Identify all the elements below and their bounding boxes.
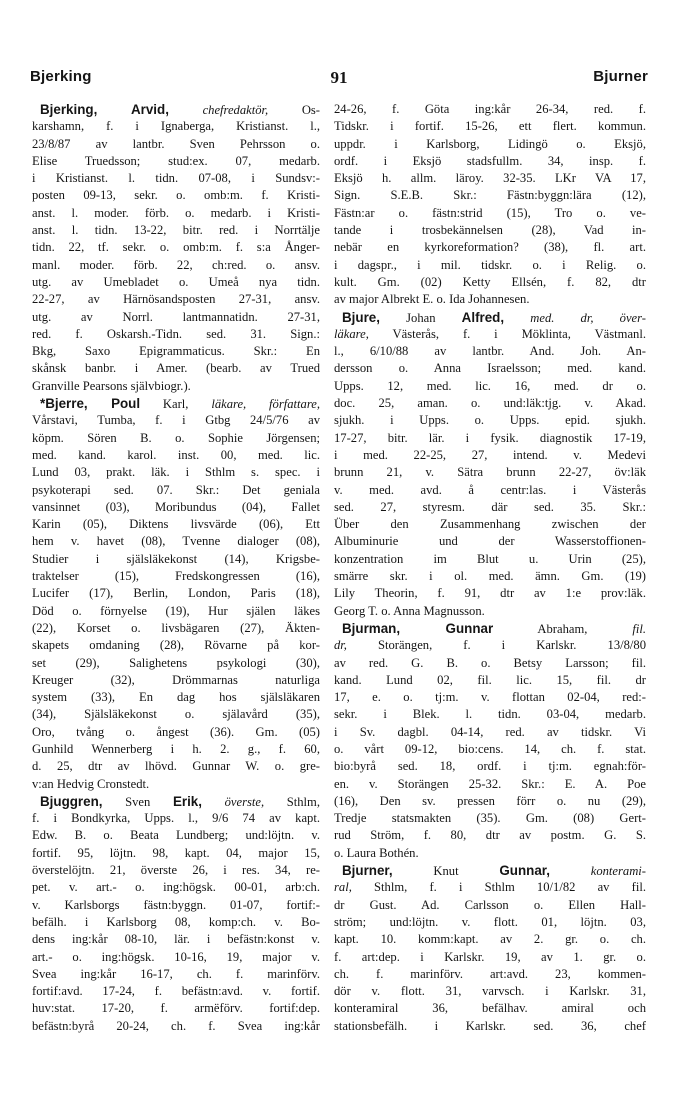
- entry-text: av red. G. B. o. Betsy Larsson; fil.: [334, 655, 646, 670]
- entry-text: Abraham,: [493, 621, 633, 636]
- text-line: [334, 499, 646, 516]
- text-line: [32, 931, 320, 948]
- text-line: [32, 568, 320, 585]
- text-line: [334, 551, 646, 568]
- entry-text: nebär en kyrkoreformation? (38), fl. art.: [334, 240, 646, 255]
- right-running-headword: Bjurner: [593, 68, 648, 85]
- entry-text: huv:stat. 17-20, f. armëförv. fortif:dep.: [32, 1001, 320, 1016]
- entry-text: [169, 103, 203, 117]
- entry-text: fortif:avd. 17-24, f. befästn:avd. v. fortif.: [32, 984, 320, 999]
- text-line: [32, 222, 320, 239]
- entry-text: dersson o. Anna Israelsson; med. kand.: [334, 361, 646, 376]
- text-line: [32, 620, 320, 637]
- entry-text: pet. v. art.- o. ing:högsk. 00-01, arb:ch.: [32, 880, 320, 895]
- text-line: [32, 637, 320, 654]
- entry-text: 17, e. o. tj:m. v. flottan 02-04, red:-: [334, 690, 646, 705]
- entry-text: kapt. 10. komm:kapt. av 2. gr. o. ch.: [334, 932, 646, 947]
- entry-name: *Bjerre, Poul: [40, 396, 141, 412]
- text-line: [32, 845, 320, 862]
- entry-text: ch. f. marinförv. art:avd. 23, kommen-: [334, 966, 646, 981]
- entry-text: kand. Lund 02, fil. lic. 15, fil. dr: [334, 672, 646, 687]
- entry-text: system (33), En dag hos själsläkaren: [32, 690, 320, 705]
- entry-text: brunn 21, v. Sätra brunn 22-27, öv:läk: [334, 465, 646, 480]
- entry-text: 23/8/87 av lantbr. Sven Pehrsson o.: [32, 136, 320, 151]
- entry-text: 24-26, f. Göta ing:kår 26-34, red. f.: [334, 102, 646, 116]
- entry-text: Granville Pearsons självbiogr.).: [32, 378, 191, 393]
- entry-name: Alfred,: [461, 309, 505, 325]
- text-line: [334, 326, 646, 343]
- text-line: [32, 706, 320, 723]
- text-line: [334, 983, 646, 1000]
- text-line: [334, 793, 646, 810]
- text-line: [334, 447, 646, 464]
- entry-occupation: läkare,: [334, 326, 369, 341]
- text-line: [334, 637, 646, 654]
- entry-occupation: fil.: [632, 621, 646, 636]
- text-line: [334, 482, 646, 499]
- entry-text: psykoterapi sed. 07. Skr.: Det geniala: [32, 482, 320, 497]
- text-line: [32, 966, 320, 983]
- entry-text: av major Albrekt E. o. Ida Johannesen.: [334, 292, 530, 307]
- text-line: [32, 101, 320, 118]
- entry-text: Gunhild Wennerberg i h. 2. g., f. 60,: [32, 741, 320, 756]
- entry-text: o. vårt 09-12, bio:cens. 14, ch. f. stat.: [334, 741, 646, 756]
- text-line: [334, 257, 646, 274]
- entry-occupation: ral,: [334, 880, 352, 895]
- text-line: [32, 343, 320, 360]
- text-line: [32, 914, 320, 931]
- entry-occupation: överste,: [224, 794, 265, 809]
- text-line: [32, 274, 320, 291]
- entry-name: Bjurman, Gunnar: [342, 620, 494, 636]
- entry-text: v. Karlsborgs fästn:byggn. 01-07, fortif:-: [32, 897, 320, 912]
- entry-text: Karin (05), Diktens livsvärde (06), Ett: [32, 517, 320, 532]
- text-line: [334, 343, 646, 360]
- text-line: [32, 1000, 320, 1017]
- entry-occupation: läkare, författare,: [211, 397, 320, 412]
- text-line: [334, 949, 646, 966]
- text-line: [32, 655, 320, 672]
- entry-name: Bjerking, Arvid,: [40, 102, 169, 117]
- entry-text: Johan: [379, 310, 462, 325]
- entry-text: Knut: [392, 864, 500, 879]
- text-line: [334, 706, 646, 723]
- entry-text: 17-27, bitr. lär. i fysik. diagnostik 17-19,: [334, 430, 646, 445]
- entry-text: skapets omdaning (28), Rövarne på kor-: [32, 638, 320, 653]
- text-line: [334, 430, 646, 447]
- text-line: [334, 378, 646, 395]
- entry-text: kult. Gm. (02) Ketty Ellsén, f. 82, dtr: [334, 274, 646, 289]
- entry-text: Tredje statsmakten (35). Gm. (08) Gert-: [334, 811, 646, 826]
- text-line: [32, 309, 320, 326]
- text-line: [334, 689, 646, 706]
- entry-text: köpm. Sören B. o. Sophie Jörgensen;: [32, 430, 320, 445]
- entry-text: Elise Truedsson; stud:ex. 07, medarb.: [32, 153, 320, 168]
- text-line: [32, 897, 320, 914]
- entry-text: Karl,: [140, 397, 212, 412]
- text-line: [32, 1018, 320, 1035]
- entry-text: Vårstavi, Tumba, f. i Gtbg 24/5/76 av: [32, 413, 320, 428]
- text-line: [334, 136, 646, 153]
- text-line: [32, 585, 320, 602]
- entry-text: Über den Zusammenhang zwischen der: [334, 517, 646, 532]
- entry-text: Tidskr. i fortif. 15-26, ett flert. kommun.: [334, 119, 646, 134]
- text-line: [334, 274, 646, 291]
- entry-text: set (29), Salighetens psykologi (30),: [32, 655, 320, 670]
- text-line: [32, 533, 320, 550]
- entry-text: sed. 27, styresm. där sed. 35. Skr.:: [334, 499, 646, 514]
- entry-text: bio:byrå sed. 18, ordf. i tj:m. egnah:för-: [334, 759, 646, 774]
- text-line: [32, 949, 320, 966]
- left-running-headword: Bjerking: [30, 68, 92, 85]
- entry-text: befälh. i Karlsborg 08, komp:ch. v. Bo-: [32, 914, 320, 929]
- text-line: [32, 810, 320, 827]
- entry-occupation: med. dr, över-: [530, 310, 646, 325]
- entry-text: i Kristianst. l. tidn. 07-08, i Sundsv:-: [32, 171, 320, 186]
- entry-text: o. Laura Bothén.: [334, 845, 419, 860]
- entry-text: skånsk banbr. i Amer. (bearb. av Trued: [32, 361, 320, 376]
- text-line: [334, 966, 646, 983]
- entry-text: sekr. i Blek. l. tidn. 03-04, medarb.: [334, 707, 646, 722]
- entry-text: anst. l. tidn. 13-22, bitr. red. i Norrtälje: [32, 223, 320, 238]
- entry-text: dör v. flott. 31, varvsch. i Karlskr. 31,: [334, 984, 646, 999]
- text-line: [32, 257, 320, 274]
- text-line: [334, 101, 646, 118]
- text-line: [334, 1000, 646, 1017]
- entry-text: Lucifer (17), Berlin, London, Paris (18),: [32, 586, 320, 601]
- entry-text: sjukh. i Upps. o. Upps. epid. sjukh.: [334, 413, 646, 428]
- text-line: [334, 395, 646, 412]
- entry-text: utg. av Umebladet o. Umeå nya tidn.: [32, 274, 320, 289]
- text-line: [334, 222, 646, 239]
- text-line: [334, 533, 646, 550]
- page-header: [30, 68, 648, 92]
- entry-text: utg. av Norrl. lantmannatidn. 27-31,: [32, 309, 320, 324]
- entry-text: stationsbefälh. i Karlskr. sed. 36, chef: [334, 1018, 646, 1033]
- text-line: [334, 655, 646, 672]
- entry-text: Sign. S.E.B. Skr.: Fästn:byggn:lära (12),: [334, 188, 646, 203]
- entry-name: Bjuggren,: [40, 793, 103, 809]
- entry-text: d. 25, dtr av lhövd. Gunnar W. o. gre-: [32, 759, 320, 774]
- text-line: [334, 568, 646, 585]
- entry-text: smärre skr. i ol. med. ämn. Gm. (19): [334, 569, 646, 584]
- text-line: [334, 879, 646, 896]
- entry-name: Erik,: [172, 793, 202, 809]
- text-line: [32, 689, 320, 706]
- entry-text: Studier i själsläkekonst (14), Krigsbe-: [32, 551, 320, 566]
- text-line: [334, 620, 646, 637]
- text-line: [32, 827, 320, 844]
- text-line: [334, 205, 646, 222]
- text-line: [32, 724, 320, 741]
- entry-text: Albuminurie und der Wasserstoffionen-: [334, 534, 646, 549]
- entry-text: i Sv. dagbl. 04-14, red. av tidskr. Vi: [334, 724, 646, 739]
- text-line: [32, 983, 320, 1000]
- entry-text: v:an Hedvig Cronstedt.: [32, 776, 150, 791]
- text-line: [32, 447, 320, 464]
- text-line: [334, 291, 646, 308]
- entry-text: Kreuger (32), Drömmarnas naturliga: [32, 672, 320, 687]
- entry-text: Edw. B. o. Beata Lundberg; und:löjtn. v.: [32, 828, 320, 843]
- entry-text: red. f. Oskarsh.-Tidn. sed. 31. Sign.:: [32, 326, 320, 341]
- text-line: [32, 395, 320, 412]
- entry-text: (16), Den sv. pressen förr o. nu (29),: [334, 793, 646, 808]
- text-line: [334, 153, 646, 170]
- entry-text: posten 09-13, sekr. o. omb:m. f. Kristi-: [32, 188, 320, 203]
- entry-occupation: chefredaktör,: [202, 103, 269, 117]
- text-line: [32, 291, 320, 308]
- text-line: [32, 170, 320, 187]
- text-line: [334, 672, 646, 689]
- entry-text: f. i Bondkyrka, Upps. l., 9/6 74 av kapt.: [32, 811, 320, 826]
- text-line: [334, 776, 646, 793]
- text-line: [32, 326, 320, 343]
- entry-text: manl. moder. förb. 22, ch:red. o. ansv.: [32, 257, 320, 272]
- text-line: [32, 793, 320, 810]
- text-line: [334, 827, 646, 844]
- entry-text: [550, 864, 591, 878]
- entry-text: Svea ing:kår 16-17, ch. f. marinförv.: [32, 966, 320, 981]
- text-line: [334, 931, 646, 948]
- entry-text: en. v. Storängen 25-32. Skr.: E. A. Poe: [334, 776, 646, 791]
- text-line: [32, 136, 320, 153]
- text-line: [334, 516, 646, 533]
- text-line: [32, 879, 320, 896]
- text-line: [32, 603, 320, 620]
- text-line: [334, 741, 646, 758]
- text-line: [334, 309, 646, 326]
- entry-text: Fästn:ar o. fästn:strid (15), Tro o. ve-: [334, 205, 646, 220]
- entry-text: ström; und:löjtn. v. flott. 01, löjtn. 03,: [334, 914, 646, 929]
- text-line: [32, 672, 320, 689]
- text-line: [32, 205, 320, 222]
- entry-text: Oro, tvång o. ångest (36). Gm. (05): [32, 724, 320, 739]
- entry-text: [504, 311, 530, 325]
- entry-text: vansinnet (03), Moribundus (04), Fallet: [32, 499, 320, 514]
- entry-text: fortif. 95, löjtn. 98, kapt. 04, major 15,: [32, 845, 320, 860]
- entry-text: Lund 03, prakt. läk. i Sthlm s. spec. i: [32, 465, 320, 480]
- text-line: [32, 741, 320, 758]
- entry-text: konteramiral 36, befälhav. amiral och: [334, 1001, 646, 1016]
- entry-text: anst. l. moder. förb. o. medarb. i Kristi-: [32, 205, 320, 220]
- text-line: [32, 482, 320, 499]
- entry-text: överstelöjtn. 21, överste 26, i res. 34, re-: [32, 863, 320, 878]
- entry-text: tande i trosbekännelsen (28), Vad in-: [334, 223, 646, 238]
- entry-text: Sven: [102, 794, 173, 809]
- text-line: [334, 585, 646, 602]
- text-line: [32, 378, 320, 395]
- text-line: [334, 810, 646, 827]
- entry-text: (34), Själsläkekonst o. själavård (35),: [32, 707, 320, 722]
- entry-text: (22), Korset o. livsbägaren (27), Äkten-: [32, 620, 320, 635]
- entry-text: traktelser (15), Fredskongressen (16),: [32, 569, 320, 584]
- entry-text: Bkg, Saxo Epigrammaticus. Skr.: En: [32, 344, 320, 359]
- entry-text: konzentration im Blut u. Urin (25),: [334, 551, 646, 566]
- text-line: [334, 897, 646, 914]
- text-line: [32, 239, 320, 256]
- text-line: [32, 758, 320, 775]
- entry-text: [202, 795, 225, 809]
- entry-text: tidn. 22, tf. sekr. o. omb:m. f. s:a Ånger-: [32, 240, 320, 255]
- left-text-column: [32, 101, 320, 1035]
- entry-text: hem v. havet (08), Tvenne dialoger (08),: [32, 534, 320, 549]
- entry-occupation: konterami-: [590, 864, 646, 879]
- text-line: [334, 603, 646, 620]
- entry-text: v. med. avd. å centr:las. i Västerås: [334, 482, 646, 497]
- text-line: [334, 170, 646, 187]
- text-line: [32, 862, 320, 879]
- entry-text: i dagspr., i mil. tidskr. o. i Relig. o.: [334, 257, 646, 272]
- entry-text: i med. 22-25, 27, intend. v. Medevi: [334, 447, 646, 462]
- entry-text: befästn:byrå 20-24, ch. f. Svea ing:kår: [32, 1018, 320, 1033]
- entry-text: dens ing:kår 08-10, lär. i befästn:konst v.: [32, 932, 320, 947]
- text-line: [32, 551, 320, 568]
- entry-text: Eksjö h. allm. läroy. 32-35. LKr VA 17,: [334, 171, 646, 186]
- entry-name: Bjure,: [342, 309, 380, 325]
- text-line: [32, 360, 320, 377]
- page-number: 91: [330, 68, 348, 87]
- entry-text: Storängen, f. i Karlskr. 13/8/80: [346, 638, 646, 653]
- text-line: [32, 412, 320, 429]
- text-line: [334, 758, 646, 775]
- entry-text: uppdr. i Karlsborg, Lidingö o. Eksjö,: [334, 136, 646, 151]
- text-line: [334, 862, 646, 879]
- entry-name: Gunnar,: [499, 863, 550, 879]
- text-line: [334, 187, 646, 204]
- text-line: [334, 360, 646, 377]
- entry-name: Bjurner,: [342, 863, 393, 879]
- text-line: [334, 914, 646, 931]
- entry-text: Upps. 12, med. lic. 16, med. dr o.: [334, 378, 646, 393]
- entry-text: 22-27, av Härnösandsposten 27-31, ansv.: [32, 292, 320, 307]
- entry-text: Lily Theorin, f. 91, dtr av 1:e prov:läk.: [334, 586, 646, 601]
- text-line: [334, 1018, 646, 1035]
- entry-text: Os-: [268, 103, 320, 117]
- text-line: [32, 118, 320, 135]
- entry-text: Sthlm,: [264, 794, 320, 809]
- text-line: [334, 118, 646, 135]
- text-line: [32, 430, 320, 447]
- entry-text: karshamn, f. i Ignaberga, Kristianst. l.,: [32, 119, 320, 134]
- text-line: [32, 187, 320, 204]
- entry-text: Död o. förnyelse (19), Hur själen läkes: [32, 603, 320, 618]
- entry-text: rud Ström, f. 80, dtr av postm. G. S.: [334, 828, 646, 843]
- text-line: [32, 153, 320, 170]
- text-line: [334, 239, 646, 256]
- text-line: [32, 516, 320, 533]
- entry-text: dr Gust. Ad. Carlsson o. Ellen Hall-: [334, 897, 646, 912]
- entry-text: Västerås, f. i Möklinta, Västmanl.: [368, 326, 646, 341]
- entry-text: med. kand. karol. inst. 00, med. lic.: [32, 447, 320, 462]
- entry-occupation: dr,: [334, 638, 347, 653]
- text-line: [334, 845, 646, 862]
- text-line: [334, 412, 646, 429]
- text-line: [334, 724, 646, 741]
- entry-text: ordf. i Eksjö stadsfullm. 34, insp. f.: [334, 153, 646, 168]
- entry-text: art.- o. ing:högsk. 10-16, 19, major v.: [32, 949, 320, 964]
- right-text-column: [334, 101, 646, 1035]
- entry-text: doc. 25, aman. o. und:läk:tjg. v. Akad.: [334, 396, 646, 411]
- text-line: [334, 464, 646, 481]
- text-line: [32, 499, 320, 516]
- entry-text: Georg T. o. Anna Magnusson.: [334, 603, 485, 618]
- entry-text: l., 6/10/88 av lantbr. And. Joh. An-: [334, 344, 646, 359]
- text-line: [32, 464, 320, 481]
- entry-text: f. art:dep. i Karlskr. 19, av 1. gr. o.: [334, 949, 646, 964]
- text-line: [32, 776, 320, 793]
- entry-text: Sthlm, f. i Sthlm 10/1/82 av fil.: [351, 880, 646, 895]
